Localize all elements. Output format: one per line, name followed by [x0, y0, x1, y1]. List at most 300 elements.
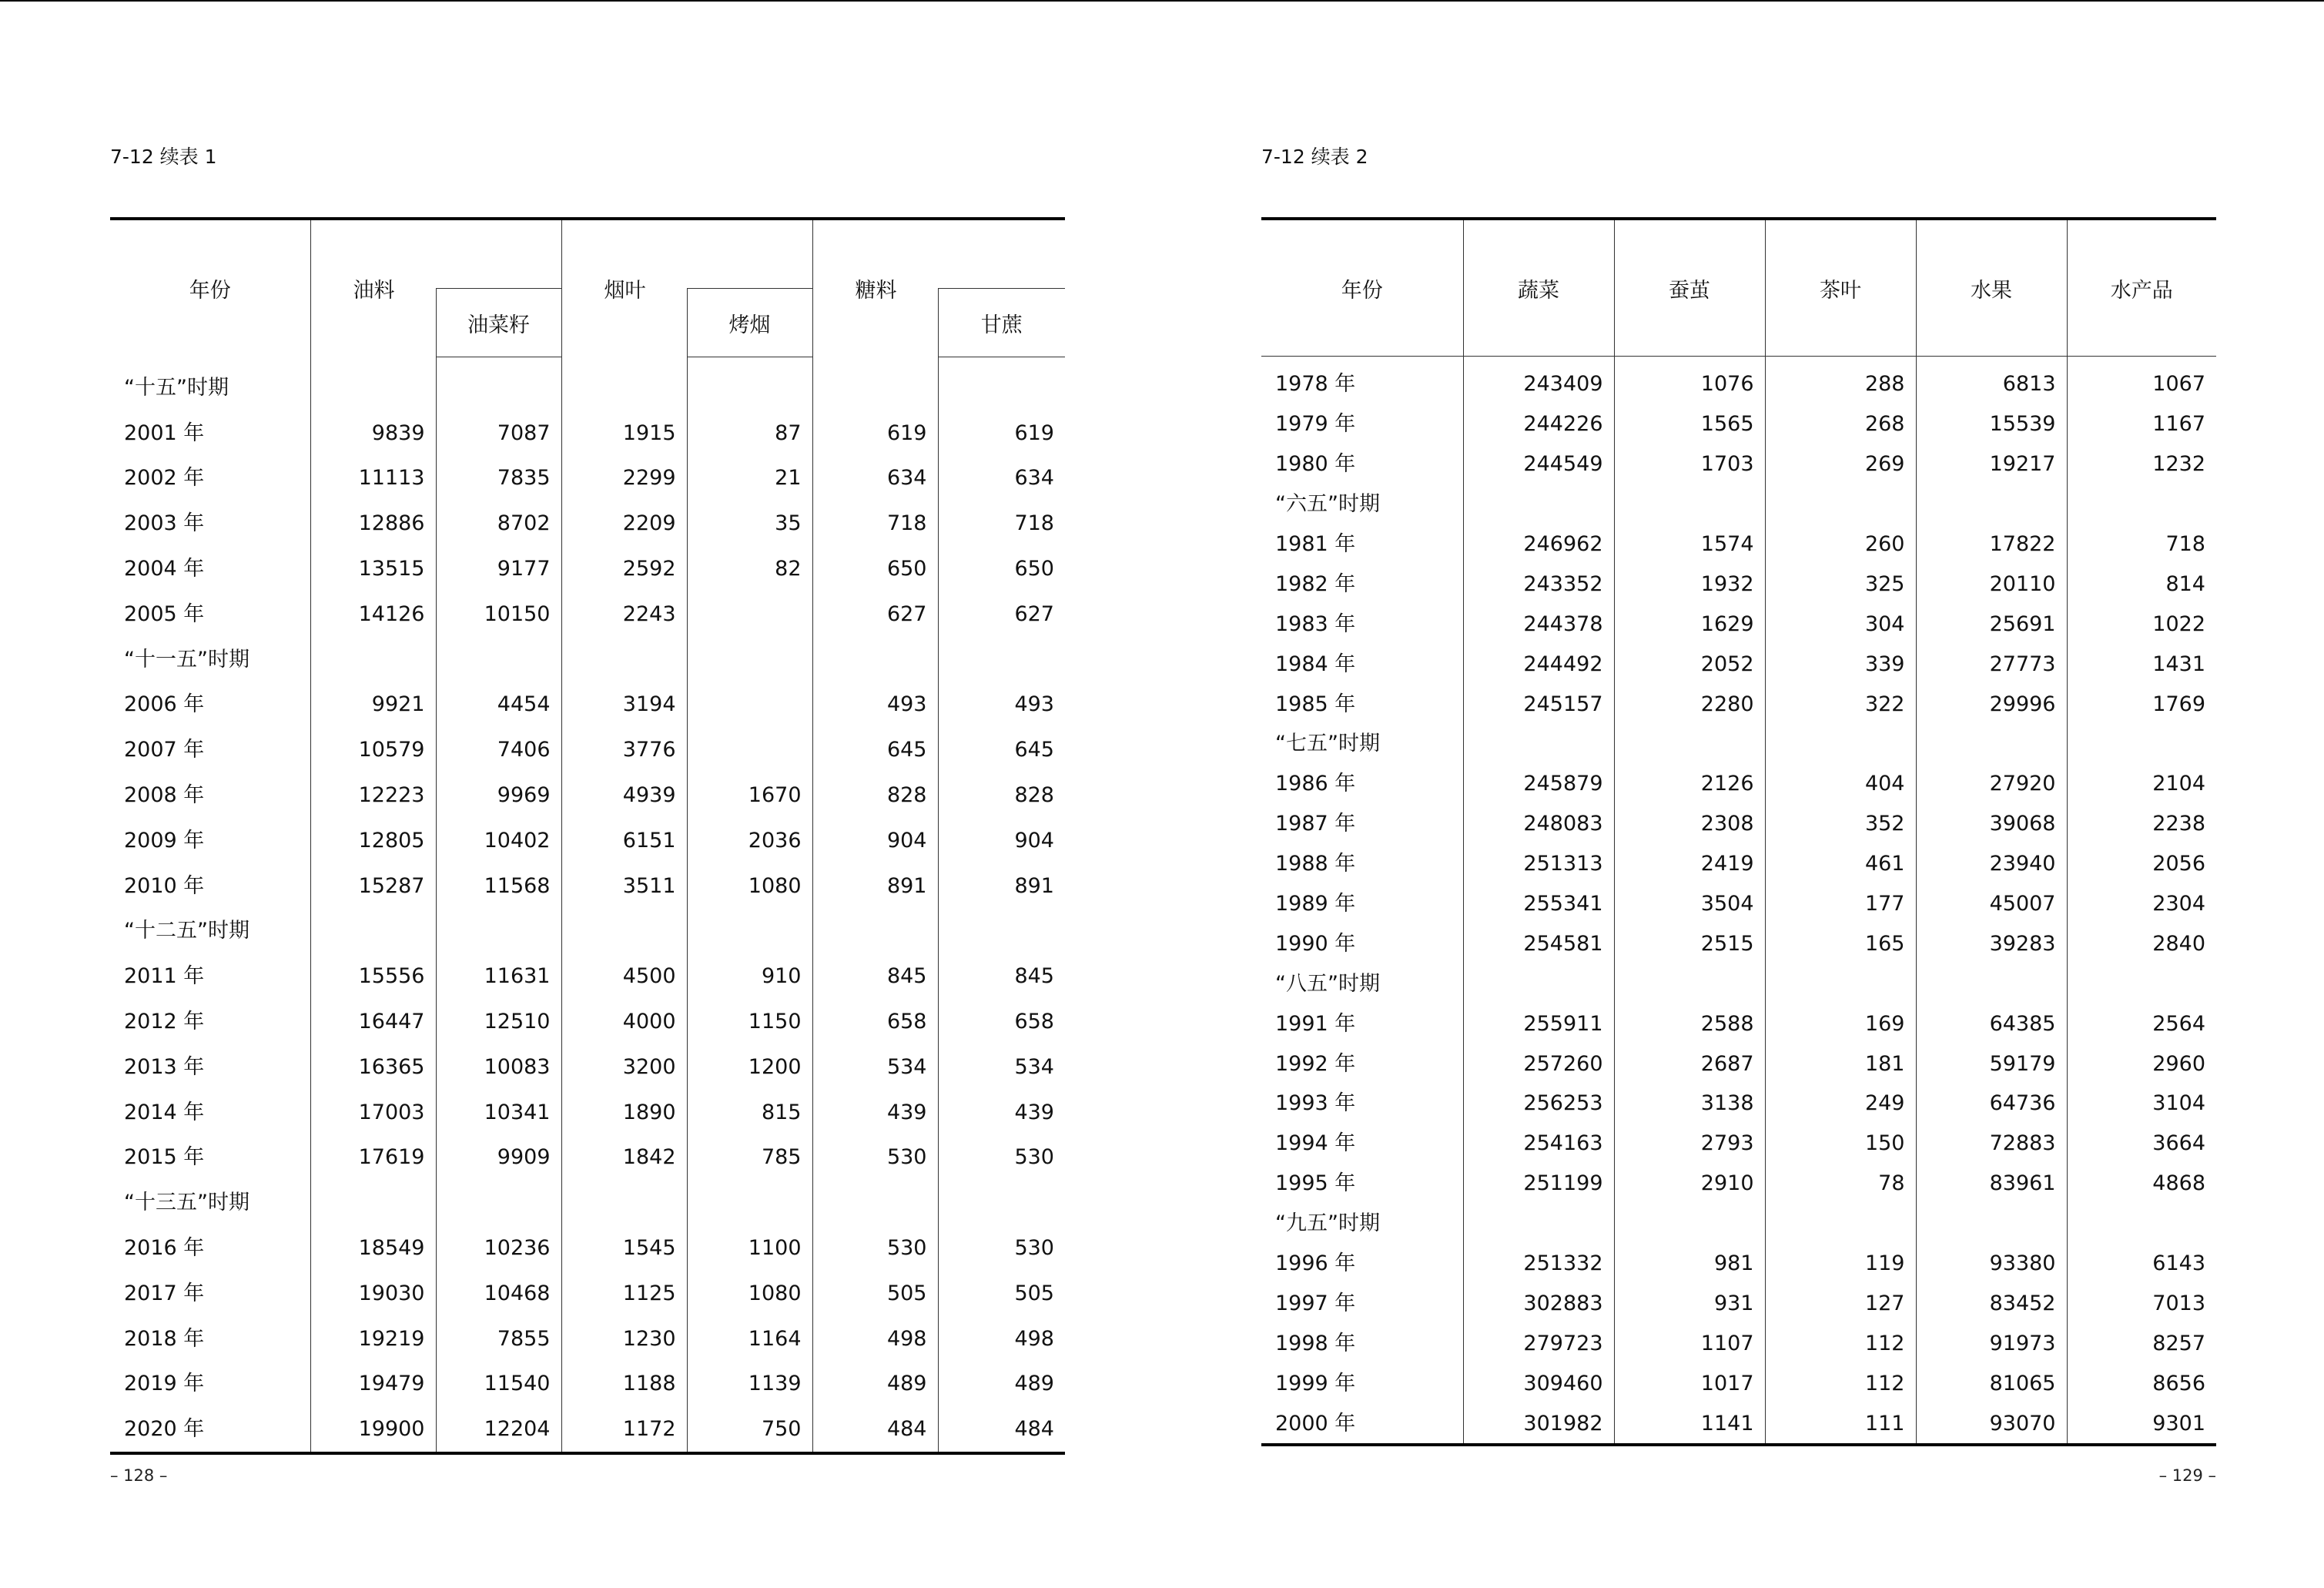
- value-cell: 15287: [310, 863, 436, 909]
- value-cell: 255911: [1463, 1003, 1614, 1044]
- year-cell: 1995 年: [1275, 1171, 1356, 1196]
- value-cell: 815: [687, 1090, 812, 1135]
- value-cell: 1932: [1614, 564, 1765, 604]
- value-cell: 9921: [310, 682, 436, 728]
- table-row: [110, 1316, 1065, 1362]
- year-cell: 2020 年: [110, 1406, 310, 1453]
- year-cell: 2000 年: [1261, 1403, 1463, 1445]
- value-cell: 245879: [1463, 764, 1614, 804]
- table-row: [110, 410, 1065, 456]
- header-rapeseed: 油菜籽: [436, 289, 561, 357]
- value-cell: 81065: [1916, 1363, 2067, 1403]
- value-cell: 2209: [561, 501, 687, 546]
- value-cell: 177: [1765, 884, 1916, 924]
- value-cell: 650: [938, 546, 1065, 591]
- value-cell: [436, 637, 561, 682]
- year-cell: 1988 年: [1275, 852, 1356, 876]
- value-cell: 7087: [436, 410, 561, 456]
- table-row: [1261, 764, 2216, 804]
- value-cell: 243352: [1463, 564, 1614, 604]
- table-row: [1261, 804, 2216, 844]
- value-cell: 10341: [436, 1090, 561, 1135]
- period-row: [1261, 1204, 2216, 1244]
- year-cell: 1992 年: [1275, 1051, 1356, 1076]
- year-cell: 2017 年: [124, 1281, 205, 1305]
- value-cell: 11113: [310, 456, 436, 501]
- value-cell: 3664: [2067, 1124, 2216, 1164]
- value-cell: 534: [812, 1044, 938, 1090]
- period-label: “八五”时期: [1275, 971, 1380, 996]
- value-cell: 534: [938, 1044, 1065, 1090]
- value-cell: 619: [938, 410, 1065, 456]
- year-cell: 1981 年: [1275, 532, 1356, 556]
- value-cell: 27920: [1916, 764, 2067, 804]
- value-cell: 3104: [2067, 1084, 2216, 1124]
- value-cell: 2304: [2067, 884, 2216, 924]
- value-cell: [938, 637, 1065, 682]
- table-row: [1261, 644, 2216, 684]
- value-cell: [561, 909, 687, 954]
- value-cell: 1200: [687, 1044, 812, 1090]
- value-cell: [436, 1180, 561, 1225]
- year-cell: 2010 年: [124, 873, 205, 898]
- value-cell: 2515: [1614, 923, 1765, 963]
- value-cell: 27773: [1916, 644, 2067, 684]
- year-cell: 1991 年: [1275, 1011, 1356, 1036]
- value-cell: [1614, 1204, 1765, 1244]
- value-cell: 11631: [436, 953, 561, 999]
- table-row: [110, 456, 1065, 501]
- value-cell: 2840: [2067, 923, 2216, 963]
- value-cell: 530: [938, 1135, 1065, 1181]
- value-cell: 484: [812, 1406, 938, 1453]
- value-cell: 3511: [561, 863, 687, 909]
- year-cell: 2004 年: [124, 557, 205, 581]
- year-cell: 1989 年: [1275, 892, 1356, 916]
- table-row: [110, 1225, 1065, 1271]
- table-row: [1261, 1003, 2216, 1044]
- value-cell: 1431: [2067, 644, 2216, 684]
- table-row: [1261, 1244, 2216, 1284]
- value-cell: 1017: [1614, 1363, 1765, 1403]
- value-cell: 21: [687, 456, 812, 501]
- value-cell: 530: [812, 1135, 938, 1181]
- value-cell: [1614, 963, 1765, 1003]
- value-cell: 150: [1765, 1124, 1916, 1164]
- value-cell: 891: [938, 863, 1065, 909]
- value-cell: [687, 1180, 812, 1225]
- value-cell: 461: [1765, 844, 1916, 884]
- value-cell: 505: [812, 1271, 938, 1316]
- value-cell: 530: [812, 1225, 938, 1271]
- value-cell: 7013: [2067, 1283, 2216, 1323]
- value-cell: 10150: [436, 591, 561, 637]
- value-cell: 1139: [687, 1362, 812, 1407]
- value-cell: 64736: [1916, 1084, 2067, 1124]
- value-cell: 505: [938, 1271, 1065, 1316]
- table-row: [110, 1044, 1065, 1090]
- value-cell: 2592: [561, 546, 687, 591]
- value-cell: 718: [812, 501, 938, 546]
- header-spacer-tobacco: [687, 219, 812, 289]
- value-cell: 119: [1765, 1244, 1916, 1284]
- value-cell: 251332: [1463, 1244, 1614, 1284]
- value-cell: 35: [687, 501, 812, 546]
- value-cell: 493: [938, 682, 1065, 728]
- value-cell: 256253: [1463, 1084, 1614, 1124]
- value-cell: 2243: [561, 591, 687, 637]
- value-cell: [687, 637, 812, 682]
- value-cell: 489: [938, 1362, 1065, 1407]
- value-cell: 1172: [561, 1406, 687, 1453]
- table-row: [1261, 1124, 2216, 1164]
- table-row: [110, 953, 1065, 999]
- value-cell: [310, 637, 436, 682]
- value-cell: 1022: [2067, 604, 2216, 644]
- period-row: [1261, 484, 2216, 524]
- value-cell: 127: [1765, 1283, 1916, 1323]
- left-page-number: – 128 –: [110, 1466, 168, 1485]
- value-cell: [436, 357, 561, 410]
- value-cell: 19479: [310, 1362, 436, 1407]
- value-cell: [812, 357, 938, 410]
- value-cell: 29996: [1916, 684, 2067, 724]
- value-cell: 243409: [1463, 357, 1614, 404]
- right-data-table: [1261, 217, 2216, 1446]
- table-row: [1261, 844, 2216, 884]
- value-cell: [1916, 484, 2067, 524]
- period-row: [110, 1180, 1065, 1225]
- value-cell: 169: [1765, 1003, 1916, 1044]
- value-cell: 404: [1765, 764, 1916, 804]
- table-row: [110, 501, 1065, 546]
- header-sugarcane: 甘蔗: [938, 289, 1065, 357]
- value-cell: 59179: [1916, 1044, 2067, 1084]
- value-cell: 7855: [436, 1316, 561, 1362]
- value-cell: 254581: [1463, 923, 1614, 963]
- value-cell: 244378: [1463, 604, 1614, 644]
- value-cell: 658: [812, 999, 938, 1044]
- year-cell: 2005 年: [124, 601, 205, 626]
- left-data-table: [110, 217, 1065, 1455]
- period-row: [110, 637, 1065, 682]
- right-page-number: – 129 –: [2158, 1466, 2216, 1485]
- value-cell: 7835: [436, 456, 561, 501]
- table-row: [1261, 357, 2216, 404]
- value-cell: 18549: [310, 1225, 436, 1271]
- value-cell: 9839: [310, 410, 436, 456]
- value-cell: 845: [812, 953, 938, 999]
- value-cell: 23940: [1916, 844, 2067, 884]
- year-cell: 1997 年: [1275, 1291, 1356, 1315]
- year-cell: 1996 年: [1275, 1251, 1356, 1276]
- value-cell: 1629: [1614, 604, 1765, 644]
- value-cell: [436, 909, 561, 954]
- value-cell: 165: [1765, 923, 1916, 963]
- value-cell: 19219: [310, 1316, 436, 1362]
- value-cell: 260: [1765, 524, 1916, 565]
- year-cell: 1993 年: [1275, 1091, 1356, 1116]
- value-cell: 257260: [1463, 1044, 1614, 1084]
- value-cell: 750: [687, 1406, 812, 1453]
- value-cell: 39283: [1916, 923, 2067, 963]
- value-cell: 25691: [1916, 604, 2067, 644]
- value-cell: 904: [812, 818, 938, 863]
- table-row: [1261, 684, 2216, 724]
- value-cell: [310, 1180, 436, 1225]
- value-cell: 785: [687, 1135, 812, 1181]
- value-cell: 718: [2067, 524, 2216, 565]
- value-cell: 254163: [1463, 1124, 1614, 1164]
- table-row: [1261, 404, 2216, 444]
- year-cell: 1999 年: [1275, 1371, 1356, 1395]
- header-flue-cured: 烤烟: [687, 289, 812, 357]
- year-cell: 2015 年: [124, 1145, 205, 1170]
- value-cell: 530: [938, 1225, 1065, 1271]
- value-cell: 1232: [2067, 444, 2216, 484]
- year-cell: 1984 年: [1275, 652, 1356, 676]
- value-cell: 12223: [310, 772, 436, 818]
- value-cell: 245157: [1463, 684, 1614, 724]
- table-row: [1261, 1363, 2216, 1403]
- value-cell: 1703: [1614, 444, 1765, 484]
- period-label: “六五”时期: [1275, 492, 1380, 517]
- value-cell: 2308: [1614, 804, 1765, 844]
- value-cell: 93380: [1916, 1244, 2067, 1284]
- value-cell: 19900: [310, 1406, 436, 1453]
- value-cell: 301982: [1463, 1403, 1614, 1445]
- year-cell: 1986 年: [1275, 772, 1356, 796]
- value-cell: 4454: [436, 682, 561, 728]
- value-cell: 288: [1765, 357, 1916, 404]
- value-cell: [812, 637, 938, 682]
- value-cell: 15539: [1916, 404, 2067, 444]
- value-cell: [2067, 963, 2216, 1003]
- value-cell: 16447: [310, 999, 436, 1044]
- header-aquatic: 水产品: [2067, 219, 2216, 357]
- value-cell: 845: [938, 953, 1065, 999]
- value-cell: 1842: [561, 1135, 687, 1181]
- value-cell: 12204: [436, 1406, 561, 1453]
- table-row: [1261, 604, 2216, 644]
- value-cell: 1769: [2067, 684, 2216, 724]
- value-cell: 498: [812, 1316, 938, 1362]
- value-cell: [2067, 484, 2216, 524]
- value-cell: 17822: [1916, 524, 2067, 565]
- year-cell: 1994 年: [1275, 1131, 1356, 1156]
- value-cell: 1080: [687, 1271, 812, 1316]
- table-row: [110, 727, 1065, 772]
- value-cell: 309460: [1463, 1363, 1614, 1403]
- value-cell: 13515: [310, 546, 436, 591]
- value-cell: 246962: [1463, 524, 1614, 565]
- period-label: “十五”时期: [124, 375, 229, 400]
- value-cell: 2793: [1614, 1124, 1765, 1164]
- value-cell: [1463, 724, 1614, 764]
- value-cell: 8257: [2067, 1323, 2216, 1363]
- value-cell: 2052: [1614, 644, 1765, 684]
- value-cell: 10579: [310, 727, 436, 772]
- value-cell: [938, 1180, 1065, 1225]
- period-label: “十一五”时期: [124, 647, 249, 672]
- value-cell: 16365: [310, 1044, 436, 1090]
- table-row: [1261, 1164, 2216, 1204]
- value-cell: 439: [812, 1090, 938, 1135]
- value-cell: 2104: [2067, 764, 2216, 804]
- value-cell: 904: [938, 818, 1065, 863]
- value-cell: 251313: [1463, 844, 1614, 884]
- value-cell: 3200: [561, 1044, 687, 1090]
- table-row: [110, 999, 1065, 1044]
- table-row: [110, 772, 1065, 818]
- value-cell: [812, 1180, 938, 1225]
- value-cell: 269: [1765, 444, 1916, 484]
- value-cell: 10402: [436, 818, 561, 863]
- value-cell: 39068: [1916, 804, 2067, 844]
- year-cell: 1978 年: [1275, 372, 1356, 397]
- value-cell: 9909: [436, 1135, 561, 1181]
- year-cell: 2018 年: [124, 1326, 205, 1351]
- value-cell: 249: [1765, 1084, 1916, 1124]
- value-cell: [1765, 724, 1916, 764]
- value-cell: [310, 909, 436, 954]
- year-cell: 2002 年: [124, 466, 205, 491]
- value-cell: 64385: [1916, 1003, 2067, 1044]
- value-cell: 627: [938, 591, 1065, 637]
- period-row: [110, 357, 1065, 410]
- year-cell: 1982 年: [1275, 571, 1356, 596]
- value-cell: [1765, 1204, 1916, 1244]
- value-cell: [1765, 484, 1916, 524]
- table-row: [1261, 444, 2216, 484]
- table-row: [110, 1406, 1065, 1453]
- header-silk-cocoon: 蚕茧: [1614, 219, 1765, 357]
- value-cell: 2126: [1614, 764, 1765, 804]
- table-row: [110, 1135, 1065, 1181]
- value-cell: 2299: [561, 456, 687, 501]
- year-cell: 2009 年: [124, 828, 205, 853]
- value-cell: 891: [812, 863, 938, 909]
- year-cell: 1980 年: [1275, 452, 1356, 477]
- value-cell: 1230: [561, 1316, 687, 1362]
- value-cell: [938, 357, 1065, 410]
- value-cell: 244226: [1463, 404, 1614, 444]
- value-cell: 14126: [310, 591, 436, 637]
- value-cell: 3776: [561, 727, 687, 772]
- value-cell: 1574: [1614, 524, 1765, 565]
- value-cell: 8702: [436, 501, 561, 546]
- value-cell: 2687: [1614, 1044, 1765, 1084]
- value-cell: 2910: [1614, 1164, 1765, 1204]
- value-cell: 112: [1765, 1323, 1916, 1363]
- right-table-body: [1261, 357, 2216, 1446]
- value-cell: 4000: [561, 999, 687, 1044]
- table-row: [110, 591, 1065, 637]
- value-cell: 112: [1765, 1363, 1916, 1403]
- value-cell: 650: [812, 546, 938, 591]
- table-row: [110, 818, 1065, 863]
- year-cell: 2003 年: [124, 511, 205, 536]
- value-cell: 9969: [436, 772, 561, 818]
- value-cell: 10236: [436, 1225, 561, 1271]
- value-cell: [687, 591, 812, 637]
- period-label: “十三五”时期: [124, 1191, 249, 1215]
- value-cell: 10468: [436, 1271, 561, 1316]
- year-cell: 2006 年: [124, 692, 205, 717]
- value-cell: [687, 909, 812, 954]
- value-cell: 78: [1765, 1164, 1916, 1204]
- year-cell: 1983 年: [1275, 611, 1356, 636]
- value-cell: [561, 1180, 687, 1225]
- header-fruit: 水果: [1916, 219, 2067, 357]
- value-cell: 244492: [1463, 644, 1614, 684]
- year-cell: 1987 年: [1275, 812, 1356, 836]
- value-cell: 439: [938, 1090, 1065, 1135]
- value-cell: 17619: [310, 1135, 436, 1181]
- value-cell: 19030: [310, 1271, 436, 1316]
- value-cell: 1125: [561, 1271, 687, 1316]
- value-cell: [1463, 484, 1614, 524]
- value-cell: 11568: [436, 863, 561, 909]
- value-cell: 1890: [561, 1090, 687, 1135]
- header-year: 年份: [110, 219, 310, 357]
- value-cell: 645: [812, 727, 938, 772]
- table-row: [1261, 1323, 2216, 1363]
- value-cell: 3194: [561, 682, 687, 728]
- value-cell: 718: [938, 501, 1065, 546]
- value-cell: 1188: [561, 1362, 687, 1407]
- value-cell: 244549: [1463, 444, 1614, 484]
- value-cell: [561, 637, 687, 682]
- value-cell: [1463, 1204, 1614, 1244]
- value-cell: 7406: [436, 727, 561, 772]
- year-cell: 2014 年: [124, 1100, 205, 1124]
- left-table-body: [110, 357, 1065, 1454]
- value-cell: 931: [1614, 1283, 1765, 1323]
- header-spacer-oil: [436, 219, 561, 289]
- value-cell: 1107: [1614, 1323, 1765, 1363]
- value-cell: 248083: [1463, 804, 1614, 844]
- year-cell: 2001 年: [124, 420, 205, 445]
- value-cell: 2280: [1614, 684, 1765, 724]
- value-cell: 325: [1765, 564, 1916, 604]
- value-cell: 17003: [310, 1090, 436, 1135]
- value-cell: 1150: [687, 999, 812, 1044]
- table-row: [110, 1362, 1065, 1407]
- value-cell: [1463, 963, 1614, 1003]
- value-cell: 1067: [2067, 357, 2216, 404]
- value-cell: 2564: [2067, 1003, 2216, 1044]
- value-cell: 2056: [2067, 844, 2216, 884]
- value-cell: 111: [1765, 1403, 1916, 1445]
- table-row: [1261, 1084, 2216, 1124]
- value-cell: 87: [687, 410, 812, 456]
- period-label: “十二五”时期: [124, 919, 249, 943]
- value-cell: 814: [2067, 564, 2216, 604]
- header-sugar: 糖料: [812, 219, 938, 357]
- year-cell: 1985 年: [1275, 692, 1356, 716]
- table-row: [110, 682, 1065, 728]
- right-table-title: 7-12 续表 2: [1261, 146, 1368, 168]
- top-border: [0, 0, 2324, 2]
- value-cell: 83452: [1916, 1283, 2067, 1323]
- value-cell: 1167: [2067, 404, 2216, 444]
- value-cell: 634: [938, 456, 1065, 501]
- value-cell: 1100: [687, 1225, 812, 1271]
- value-cell: 828: [812, 772, 938, 818]
- header-vegetables: 蔬菜: [1463, 219, 1614, 357]
- period-label: “七五”时期: [1275, 732, 1380, 756]
